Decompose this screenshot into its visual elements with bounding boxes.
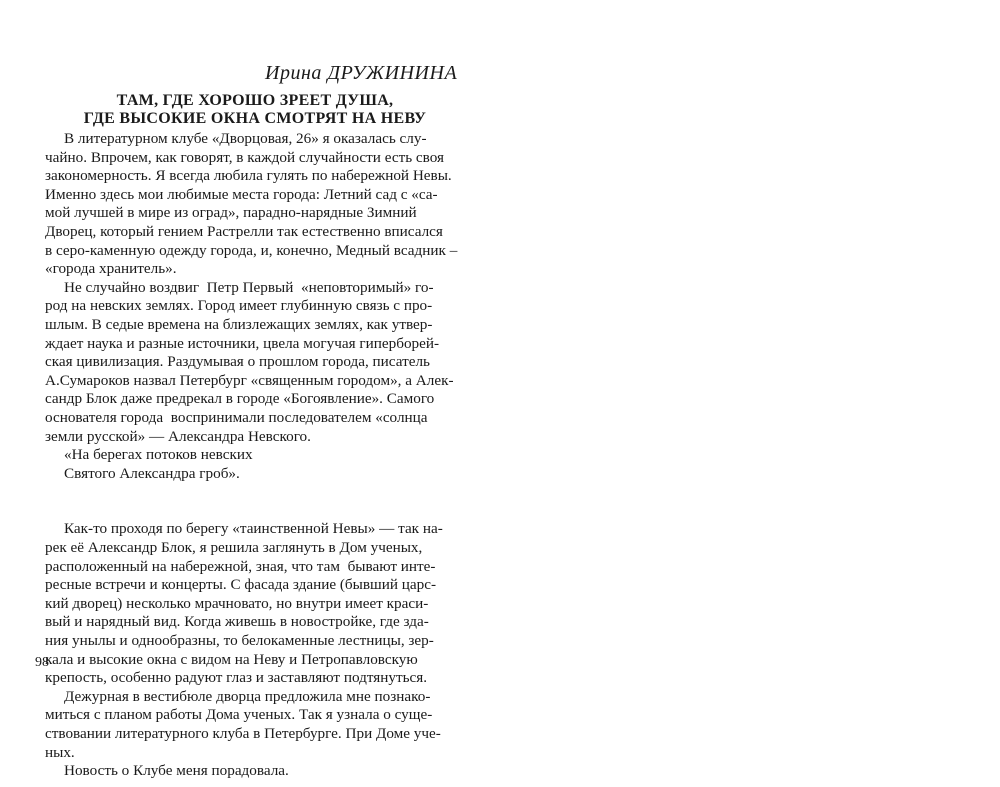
text-line: ствовании литературного клуба в Петербурге. При Доме уче- — [45, 725, 441, 742]
text-line: чайно. Впрочем, как говорят, в каждой случайности есть своя — [45, 148, 445, 166]
text-line: Как-то проходя по берегу «таинственной Невы» — так на- — [45, 520, 443, 538]
text-line: в серо-каменную одежду города, и, конечно, Медный всадник – — [45, 241, 458, 259]
right-page — [500, 0, 1000, 707]
text-line: закономерность. Я всегда любила гулять по набережной Невы. — [45, 167, 452, 185]
text-line: кала и высокие окна с видом на Неву и Петропавловскую — [45, 650, 418, 668]
text-line: ных. — [45, 743, 75, 761]
text-line: «На берегах потоков невских — [45, 446, 253, 464]
title-line-2: ГДЕ ВЫСОКИЕ ОКНА СМОТРЯТ НА НЕВУ — [83, 110, 427, 127]
text-line: ния унылы и однообразны, то белокаменные лестницы, зер- — [45, 632, 434, 650]
text-line: В литературном клубе «Дворцовая, 26» я оказалась слу- — [45, 130, 427, 147]
text-line — [45, 483, 457, 502]
text-line: Не случайно воздвиг Петр Первый «неповторимый» го- — [45, 278, 434, 296]
author-name: Ирина ДРУЖИНИНА — [265, 62, 458, 84]
text-line: Новость о Клубе меня порадовала. — [45, 762, 289, 780]
text-line: Святого Александра гроб». — [45, 464, 240, 482]
text-line: сандр Блок даже предрекал в городе «Богоявление». Самого — [45, 390, 435, 408]
text-line: Дежурная в вестибюле дворца предложила мне познако- — [45, 687, 431, 705]
text-line: крепость, особенно радуют глаз и заставляют подтянуться. — [45, 669, 428, 687]
text-line: ская цивилизация. Раздумывая о прошлом города, писатель — [45, 353, 430, 371]
text-line: ресные встречи и концерты. С фасада здание (бывший царс- — [45, 576, 437, 594]
text-line: миться с планом работы Дома ученых. Так я узнала о суще- — [45, 706, 433, 724]
text-line: род на невских землях. Город имеет глубинную связь с про- — [45, 297, 433, 315]
title-line-1: ТАМ, ГДЕ ХОРОШО ЗРЕЕТ ДУША, — [116, 92, 394, 109]
text-line: А.Сумароков назвал Петербург «священным городом», а Алек- — [45, 371, 454, 389]
text-line: мой лучшей в мире из оград», парадно-нарядные Зимний — [45, 204, 417, 222]
text-line — [45, 502, 457, 521]
text-line: вый и нарядный вид. Когда живешь в новостройке, где зда- — [45, 613, 429, 631]
left-body-text — [45, 130, 457, 781]
text-line: ждает наука и разные источники, цвела могучая гиперборей- — [45, 334, 440, 352]
text-line: шлым. В седые времена на близлежащих землях, как утвер- — [45, 315, 433, 333]
article-title — [60, 92, 450, 128]
text-line: рек её Александр Блок, я решила заглянуть в Дом ученых, — [45, 539, 423, 557]
left-page — [0, 0, 500, 780]
text-line: основателя города воспринимали последователем «солнца — [45, 408, 428, 426]
text-line: Именно здесь мои любимые места города: Летний сад с «са- — [45, 185, 438, 203]
text-line: Дворец, который гением Растрелли так естественно вписался — [45, 222, 443, 240]
text-line: расположенный на набережной, зная, что там бывают инте- — [45, 557, 436, 575]
page-number-left: 98 — [35, 655, 49, 670]
text-line: кий дворец) несколько мрачновато, но внутри имеет краси- — [45, 594, 429, 612]
text-line: «города хранитель». — [45, 260, 177, 278]
text-line: земли русской» — Александра Невского. — [45, 427, 311, 445]
